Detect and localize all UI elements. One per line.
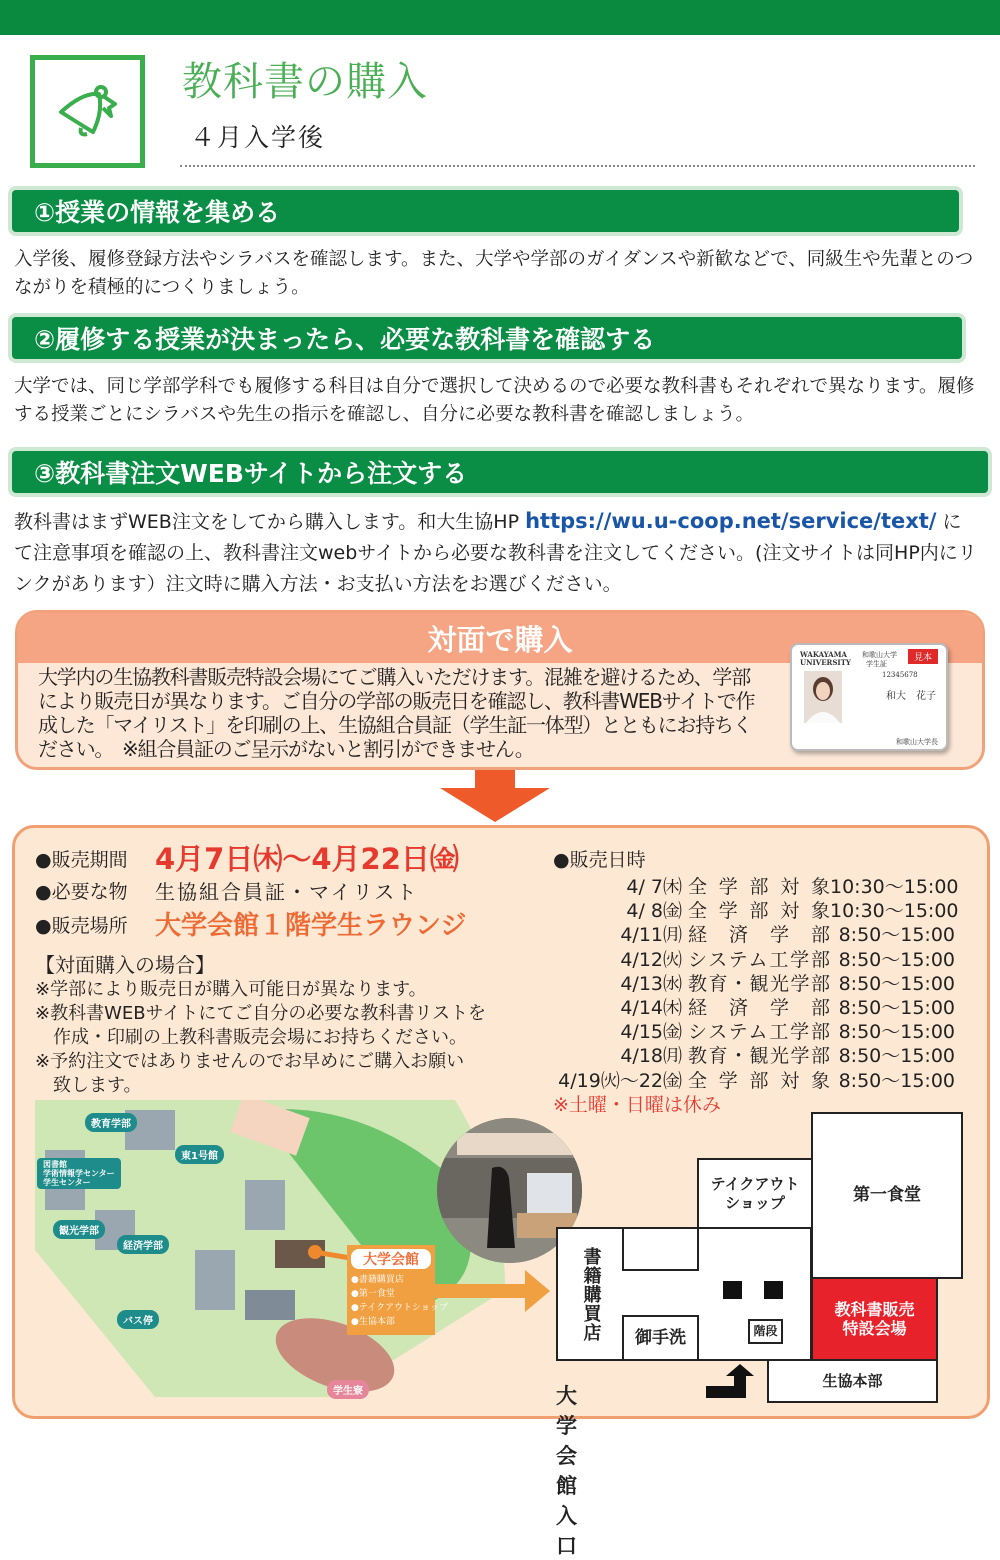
map-label-library: 図書館 学術情報学センター 学生センター: [37, 1158, 121, 1189]
schedule-row: [553, 969, 955, 993]
map-label-tourism: 観光学部: [53, 1220, 105, 1239]
room-blank: [622, 1227, 699, 1271]
schedule-row: [553, 1041, 955, 1068]
map-label-east1: 東1号館: [175, 1145, 224, 1164]
schedule-date: 4/14㈭: [620, 997, 682, 1019]
schedule-row: [553, 872, 959, 898]
period-value: 4月7日㈭～4月22日㈮: [155, 842, 459, 876]
schedule-row: [553, 1017, 955, 1044]
schedule-time: 10:30～15:00: [830, 900, 959, 923]
schedule-time: 8:50～15:00: [838, 924, 955, 947]
items-value: 生協組合員証・マイリスト: [155, 880, 419, 904]
schedule-dept: 教育・観光学部: [688, 972, 830, 995]
coop-website-link[interactable]: https://wu.u-coop.net/service/text/: [525, 509, 937, 533]
text: 教科書はまずWEB注文をしてから購入します。和大生協HP: [14, 511, 526, 533]
divider: [180, 165, 975, 167]
map-label-bus-stop: バス停: [117, 1310, 159, 1329]
arrow-down-icon: [440, 770, 550, 822]
section-1-text: 入学後、履修登録方法やシラバスを確認します。また、大学や学部のガイダンスや新歓などで、同級生や先輩とのつながりを積極的につくりましょう。: [14, 249, 974, 298]
schedule-row: [553, 945, 955, 969]
card-footer: 和歌山大学長: [896, 738, 938, 746]
in-person-text: 大学内の生協教科書販売特設会場にてご購入いただけます。混雑を避けるため、学部により販売日が異なります。ご自分の学部の販売日を確認し、教科書WEBサイトで作成した「マイリスト」を印刷の上、生協組合員証（学生証一体型）とともにお持ちください。 ※組合員証のご呈示がないと割引ができません。: [38, 665, 755, 761]
schedule-row: [553, 920, 955, 947]
note-line: 作成・印刷の上教科書販売会場にお持ちください。: [35, 1027, 467, 1048]
period-label: ●販売期間: [35, 849, 128, 871]
callout-item: ●書籍購買店: [351, 1275, 404, 1285]
notes-title: 【対面購入の場合】: [35, 953, 215, 977]
room-textbook-venue: 教科書販売 特設会場: [811, 1277, 938, 1361]
map-label-education: 教育学部: [85, 1113, 137, 1132]
room-cafeteria: 第一食堂: [811, 1112, 963, 1279]
text: にて注意事項を確認の上、教科書注文webサイトから必要な教科書を注文してください。(注文サイトは同HP内にリンクがあります）注文時に購入方法・お支払い方法をお選びください。: [14, 511, 977, 595]
card-type: 学生証: [866, 660, 887, 668]
page-title: 教科書の購入: [182, 59, 428, 105]
schedule-dept: 全学部対象: [688, 900, 830, 923]
section-2-heading: ②履修する授業が決まったら、必要な教科書を確認する: [8, 313, 966, 363]
place-label: ●販売場所: [35, 915, 128, 937]
bell-icon: [30, 55, 145, 168]
student-id-card-sample: [790, 643, 948, 751]
schedule-title: ●販売日時: [553, 849, 646, 871]
schedule-dept: 全学部対象: [688, 1069, 830, 1092]
schedule-date: 4/18㈪: [620, 1045, 682, 1068]
schedule-dept: システム工学部: [688, 1021, 830, 1044]
card-number: 12345678: [882, 671, 918, 679]
card-univ-jp: 和歌山大学: [862, 651, 897, 659]
top-bar: [0, 0, 1000, 35]
room-takeout-shop: テイクアウト ショップ: [697, 1158, 813, 1229]
schedule-time: 8:50～15:00: [838, 1045, 955, 1068]
schedule-dept: 経済学部: [688, 997, 830, 1019]
pillar: [723, 1281, 742, 1299]
callout-university-hall: [347, 1245, 448, 1335]
map-label-economics: 経済学部: [117, 1235, 169, 1254]
room-bookstore: 書籍購買店: [556, 1227, 624, 1361]
card-univ-en: WAKAYAMA UNIVERSITY: [800, 650, 851, 667]
schedule: [553, 845, 973, 1115]
section-1-heading: ①授業の情報を集める: [8, 186, 963, 236]
schedule-dept: システム工学部: [688, 948, 830, 971]
card-photo: [804, 671, 842, 723]
notes: [35, 952, 545, 1098]
entrance-label: 大学会館入口: [556, 1384, 577, 1558]
page-subtitle: ４月入学後: [190, 123, 326, 152]
schedule-date: 4/ 7㈭: [626, 876, 682, 898]
schedule-dept: 経済学部: [688, 924, 830, 947]
section-2-text: 大学では、同じ学部学科でも履修する科目は自分で選択して決めるので必要な教科書もそれぞれで異なります。履修する授業ごとにシラバスや先生の指示を確認し、自分に必要な教科書を確認しましょう。: [14, 376, 975, 425]
callout-title: 大学会館: [351, 1249, 431, 1269]
schedule-time: 8:50～15:00: [838, 997, 955, 1019]
schedule-row: [553, 1066, 955, 1090]
pillar: [764, 1281, 783, 1299]
schedule-time: 8:50～15:00: [838, 1069, 955, 1092]
section-3-heading: ③教科書注文WEBサイトから注文する: [8, 447, 992, 497]
schedule-time: 10:30～15:00: [830, 876, 959, 898]
schedule-row: [553, 993, 955, 1017]
schedule-date: 4/19㈫～22㈮: [558, 1069, 682, 1092]
callout-item: ●第一食堂: [351, 1289, 395, 1299]
weekend-note: ※土曜・日曜は休み: [553, 1094, 721, 1116]
place-value: 大学会館１階学生ラウンジ: [155, 911, 467, 941]
schedule-dept: 全学部対象: [688, 876, 830, 898]
schedule-date: 4/11㈪: [620, 924, 682, 947]
schedule-date: 4/ 8㈮: [626, 900, 682, 923]
schedule-date: 4/13㈬: [620, 972, 682, 995]
room-coop-hq: 生協本部: [767, 1359, 938, 1403]
stairs: 階段: [748, 1319, 783, 1344]
schedule-time: 8:50～15:00: [838, 972, 955, 995]
note-line: 致します。: [35, 1075, 142, 1096]
items-label: ●必要な物: [35, 881, 128, 903]
note-line: ※学部により販売日が購入可能日が異なります。: [35, 979, 427, 1000]
callout-item: ●テイクアウトショップ: [351, 1303, 448, 1313]
card-name: 和大 花子: [886, 691, 936, 702]
schedule-date: 4/12㈫: [620, 948, 682, 971]
arrow-right-icon: [435, 1270, 550, 1312]
note-line: ※予約注文ではありませんのでお早めにご購入お願い: [35, 1051, 465, 1072]
schedule-time: 8:50～15:00: [838, 948, 955, 971]
schedule-dept: 教育・観光学部: [688, 1045, 830, 1068]
map-label-dorm: 学生寮: [327, 1380, 369, 1399]
note-line: ※教科書WEBサイトにてご自分の必要な教科書リストを: [35, 1003, 486, 1024]
schedule-time: 8:50～15:00: [838, 1021, 955, 1044]
schedule-date: 4/15㈮: [620, 1021, 682, 1044]
entrance-arrow-icon: [706, 1364, 754, 1400]
sample-badge: 見本: [908, 649, 938, 664]
schedule-row: [553, 896, 959, 923]
callout-item: ●生協本部: [351, 1317, 395, 1327]
in-person-title: 対面で購入: [427, 623, 573, 657]
room-restroom: 御手洗: [622, 1315, 699, 1361]
section-3-text: [14, 506, 979, 600]
